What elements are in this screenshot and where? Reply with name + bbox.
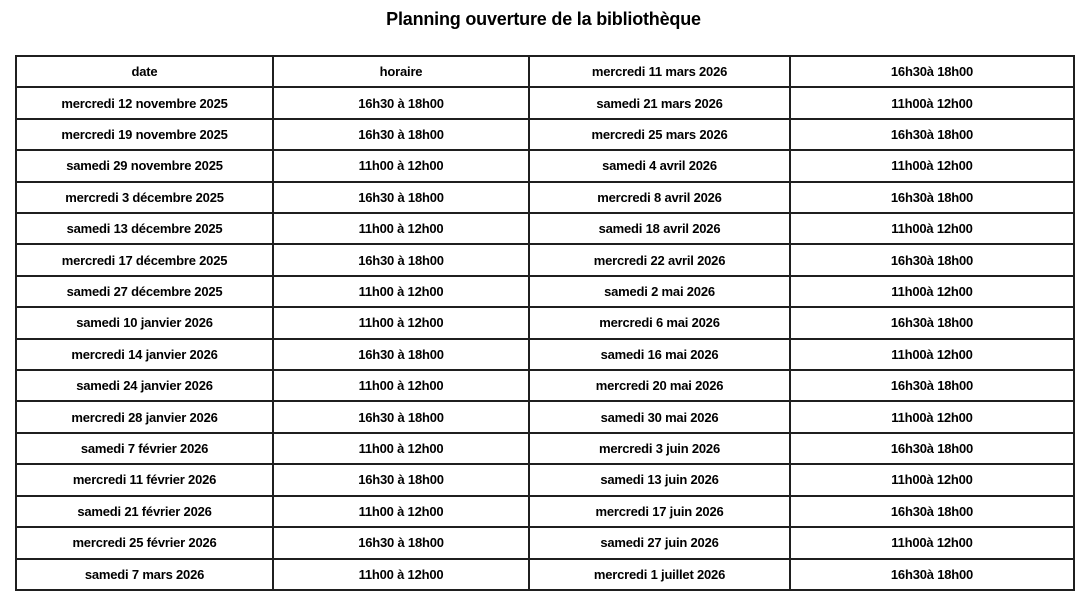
horaire-cell: 16h30à 18h00 bbox=[790, 559, 1074, 591]
date-cell: mercredi 3 juin 2026 bbox=[529, 433, 790, 464]
horaire-cell: 11h00à 12h00 bbox=[790, 527, 1074, 558]
horaire-cell: 16h30 à 18h00 bbox=[273, 339, 529, 370]
date-column-header: date bbox=[16, 56, 273, 87]
horaire-cell: 11h00 à 12h00 bbox=[273, 150, 529, 181]
date-cell: samedi 7 février 2026 bbox=[16, 433, 273, 464]
date-cell: mercredi 8 avril 2026 bbox=[529, 182, 790, 213]
table-row bbox=[16, 401, 1074, 432]
horaire-cell: 16h30à 18h00 bbox=[790, 119, 1074, 150]
date-cell: mercredi 14 janvier 2026 bbox=[16, 339, 273, 370]
date-cell: mercredi 17 décembre 2025 bbox=[16, 244, 273, 275]
horaire-cell: 11h00à 12h00 bbox=[790, 150, 1074, 181]
table-row bbox=[16, 276, 1074, 307]
date-cell: mercredi 20 mai 2026 bbox=[529, 370, 790, 401]
horaire-cell: 11h00à 12h00 bbox=[790, 213, 1074, 244]
horaire-cell: 16h30à 18h00 bbox=[790, 433, 1074, 464]
table-row bbox=[16, 496, 1074, 527]
table-row bbox=[16, 150, 1074, 181]
date-cell: samedi 2 mai 2026 bbox=[529, 276, 790, 307]
planning-table-body bbox=[16, 56, 1074, 590]
horaire-column-header: horaire bbox=[273, 56, 529, 87]
table-row bbox=[16, 213, 1074, 244]
date-cell: samedi 10 janvier 2026 bbox=[16, 307, 273, 338]
table-row bbox=[16, 182, 1074, 213]
horaire-cell: 11h00 à 12h00 bbox=[273, 213, 529, 244]
horaire-cell: 11h00à 12h00 bbox=[790, 87, 1074, 118]
horaire-cell: 16h30 à 18h00 bbox=[273, 182, 529, 213]
date-cell: samedi 16 mai 2026 bbox=[529, 339, 790, 370]
date-cell: samedi 4 avril 2026 bbox=[529, 150, 790, 181]
horaire-cell: 16h30à 18h00 bbox=[790, 307, 1074, 338]
horaire-cell: 16h30 à 18h00 bbox=[273, 244, 529, 275]
horaire-cell: 11h00 à 12h00 bbox=[273, 559, 529, 591]
horaire-cell: 16h30à 18h00 bbox=[790, 244, 1074, 275]
horaire-cell: 16h30 à 18h00 bbox=[273, 401, 529, 432]
horaire-cell: 11h00 à 12h00 bbox=[273, 496, 529, 527]
horaire-cell: 16h30 à 18h00 bbox=[273, 464, 529, 495]
date-cell: samedi 13 juin 2026 bbox=[529, 464, 790, 495]
date-cell: samedi 18 avril 2026 bbox=[529, 213, 790, 244]
planning-table bbox=[15, 55, 1075, 591]
table-row bbox=[16, 119, 1074, 150]
date-cell: mercredi 17 juin 2026 bbox=[529, 496, 790, 527]
table-row bbox=[16, 244, 1074, 275]
horaire-cell: 11h00 à 12h00 bbox=[273, 370, 529, 401]
date-cell: samedi 27 décembre 2025 bbox=[16, 276, 273, 307]
date-cell: mercredi 6 mai 2026 bbox=[529, 307, 790, 338]
date-cell: samedi 7 mars 2026 bbox=[16, 559, 273, 591]
date-cell: mercredi 11 février 2026 bbox=[16, 464, 273, 495]
table-row bbox=[16, 307, 1074, 338]
table-row bbox=[16, 339, 1074, 370]
date-cell: mercredi 3 décembre 2025 bbox=[16, 182, 273, 213]
horaire-cell: 16h30à 18h00 bbox=[790, 56, 1074, 87]
horaire-cell: 16h30 à 18h00 bbox=[273, 87, 529, 118]
date-cell: mercredi 11 mars 2026 bbox=[529, 56, 790, 87]
date-cell: samedi 21 février 2026 bbox=[16, 496, 273, 527]
page-title: Planning ouverture de la bibliothèque bbox=[386, 9, 701, 29]
date-cell: samedi 27 juin 2026 bbox=[529, 527, 790, 558]
horaire-cell: 16h30à 18h00 bbox=[790, 496, 1074, 527]
horaire-cell: 16h30 à 18h00 bbox=[273, 119, 529, 150]
date-cell: mercredi 1 juillet 2026 bbox=[529, 559, 790, 591]
date-cell: samedi 24 janvier 2026 bbox=[16, 370, 273, 401]
table-row bbox=[16, 370, 1074, 401]
horaire-cell: 11h00à 12h00 bbox=[790, 339, 1074, 370]
horaire-cell: 11h00 à 12h00 bbox=[273, 433, 529, 464]
horaire-cell: 11h00à 12h00 bbox=[790, 464, 1074, 495]
table-row bbox=[16, 527, 1074, 558]
horaire-cell: 11h00 à 12h00 bbox=[273, 307, 529, 338]
date-cell: mercredi 22 avril 2026 bbox=[529, 244, 790, 275]
table-row bbox=[16, 559, 1074, 591]
horaire-cell: 16h30 à 18h00 bbox=[273, 527, 529, 558]
horaire-cell: 11h00à 12h00 bbox=[790, 276, 1074, 307]
date-cell: samedi 29 novembre 2025 bbox=[16, 150, 273, 181]
table-row bbox=[16, 56, 1074, 87]
date-cell: samedi 21 mars 2026 bbox=[529, 87, 790, 118]
table-row bbox=[16, 87, 1074, 118]
date-cell: mercredi 25 mars 2026 bbox=[529, 119, 790, 150]
horaire-cell: 11h00 à 12h00 bbox=[273, 276, 529, 307]
date-cell: samedi 30 mai 2026 bbox=[529, 401, 790, 432]
date-cell: mercredi 12 novembre 2025 bbox=[16, 87, 273, 118]
date-cell: mercredi 19 novembre 2025 bbox=[16, 119, 273, 150]
date-cell: samedi 13 décembre 2025 bbox=[16, 213, 273, 244]
table-row bbox=[16, 464, 1074, 495]
horaire-cell: 16h30à 18h00 bbox=[790, 182, 1074, 213]
horaire-cell: 16h30à 18h00 bbox=[790, 370, 1074, 401]
horaire-cell: 11h00à 12h00 bbox=[790, 401, 1074, 432]
date-cell: mercredi 28 janvier 2026 bbox=[16, 401, 273, 432]
date-cell: mercredi 25 février 2026 bbox=[16, 527, 273, 558]
table-row bbox=[16, 433, 1074, 464]
